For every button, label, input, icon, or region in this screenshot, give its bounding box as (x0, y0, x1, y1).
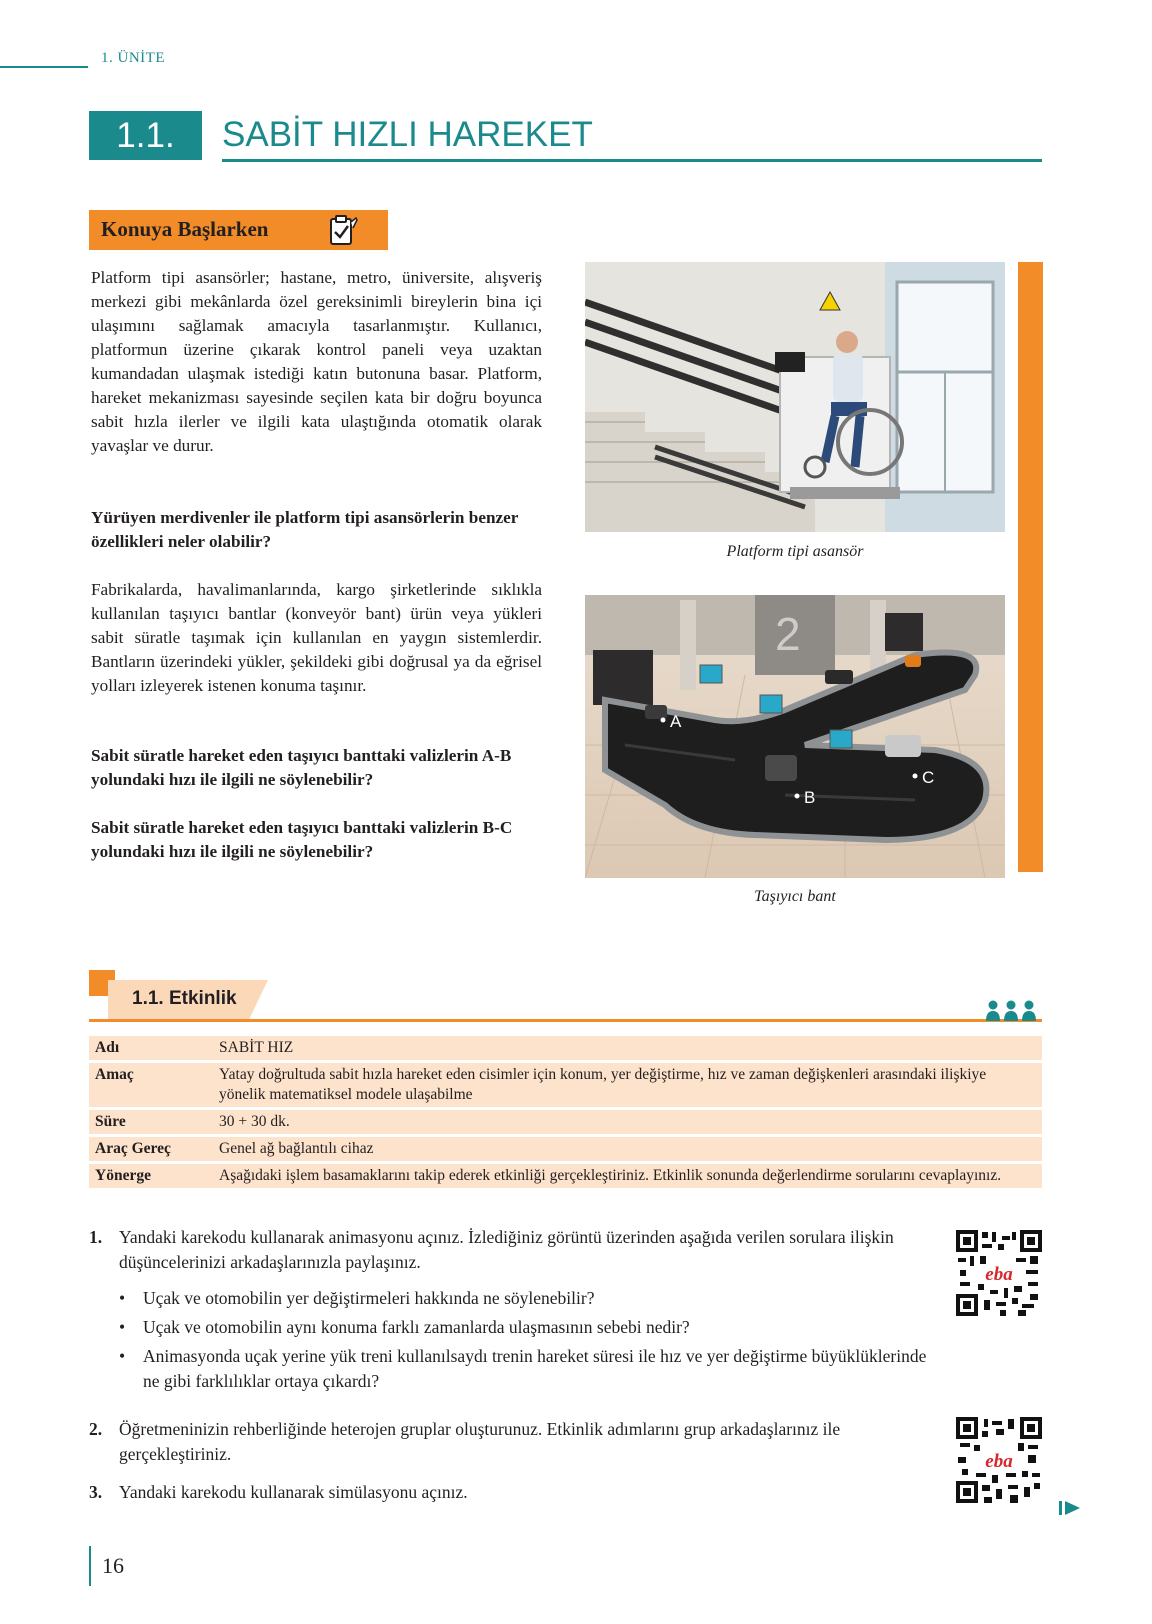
step-text: Öğretmeninizin rehberliğinde heterojen gruplar oluşturunuz. Etkinlik adımlarını grup arkadaşlarınız ile gerçekleştiriniz. (119, 1419, 841, 1464)
table-value: SABİT HIZ (213, 1036, 1042, 1060)
step-number: 3. (89, 1482, 103, 1502)
question-3: Sabit süratle hareket eden taşıyıcı banttaki valizlerin B-C yolundaki hızı ile ilgili ne söylenebilir? (91, 818, 513, 861)
start-heading-box (89, 210, 388, 250)
section-rule (222, 159, 1042, 162)
unit-label: 1. ÜNİTE (101, 50, 165, 66)
group-people-icon (985, 999, 1037, 1021)
step-3 (89, 1480, 949, 1505)
table-row (89, 1110, 1042, 1134)
table-value: Aşağıdaki işlem basamaklarını takip ederek etkinliği gerçekleştiriniz. Etkinlik sonunda değerlendirme sorularını cevaplayınız. (213, 1164, 1042, 1188)
side-accent-bar (1018, 262, 1043, 872)
table-key: Süre (89, 1110, 213, 1134)
question-2: Sabit süratle hareket eden taşıyıcı banttaki valizlerin A-B yolundaki hızı ile ilgili ne söylenebilir? (91, 746, 512, 789)
screen-digit: 2 (775, 608, 801, 660)
table-key: Araç Gereç (89, 1137, 213, 1161)
start-heading-label: Konuya Başlarken (101, 217, 269, 241)
unit-line (0, 66, 88, 68)
table-row (89, 1137, 1042, 1161)
platform-lift-photo (585, 262, 1005, 532)
table-key: Amaç (89, 1063, 213, 1107)
footer-bar (89, 1546, 91, 1586)
step-1 (89, 1225, 949, 1275)
step-text: Yandaki karekodu kullanarak animasyonu açınız. İzlediğiniz görüntü üzerinden aşağıda verilen sorulara ilişkin düşüncelerinizi arkadaşlarınızla paylaşınız. (119, 1227, 894, 1272)
step-number: 2. (89, 1419, 103, 1439)
table-row (89, 1164, 1042, 1188)
next-page-arrow-icon[interactable] (1059, 1500, 1081, 1516)
photo-1-caption: Platform tipi asansör (726, 543, 864, 560)
step-text: Yandaki karekodu kullanarak simülasyonu açınız. (119, 1482, 468, 1502)
point-c-label: C (922, 768, 935, 787)
bullet-dot: • (119, 1288, 126, 1308)
clipboard-check-icon (326, 214, 358, 246)
table-value: Yatay doğrultuda sabit hızla hareket eden cisimler için konum, yer değiştirme, hız ve zaman değişkenleri arasındaki ilişkiye yönelik matematiksel modele ulaşabilme (213, 1063, 1042, 1107)
point-a-label: A (670, 712, 682, 731)
question-1: Yürüyen merdivenler ile platform tipi asansörlerin benzer özellikleri neler olabilir? (91, 508, 519, 551)
bullet-text: Uçak ve otomobilin yer değiştirmeleri hakkında ne söylenebilir? (143, 1288, 595, 1308)
section-number: 1.1. (89, 111, 202, 160)
table-row (89, 1063, 1042, 1107)
activity-table (89, 1033, 1042, 1191)
qr-code-animation[interactable] (956, 1230, 1042, 1316)
activity-label: 1.1. Etkinlik (132, 988, 237, 1009)
qr-code-simulation[interactable] (956, 1417, 1042, 1503)
bullet-text: Animasyonda uçak yerine yük treni kullanılsaydı trenin hareket süresi ile hız ve yer değiştirme büyüklüklerinde ne gibi farklılıklar ortaya çıkardı? (143, 1346, 927, 1391)
bullet-item (119, 1344, 939, 1394)
page-number: 16 (102, 1553, 124, 1578)
bullet-text: Uçak ve otomobilin aynı konuma farklı zamanlarda ulaşmasının sebebi nedir? (143, 1317, 690, 1337)
bullet-item (119, 1315, 939, 1340)
photo-2-caption: Taşıyıcı bant (754, 888, 836, 905)
table-value: 30 + 30 dk. (213, 1110, 1042, 1134)
conveyor-belt-photo (585, 595, 1005, 878)
bullet-dot: • (119, 1346, 126, 1366)
step-2 (89, 1417, 949, 1467)
point-b-label: B (804, 788, 816, 807)
eba-logo: eba (985, 1451, 1013, 1472)
table-row (89, 1036, 1042, 1060)
activity-rule (89, 1019, 1042, 1022)
eba-logo: eba (985, 1264, 1013, 1285)
table-key: Adı (89, 1036, 213, 1060)
bullet-dot: • (119, 1317, 126, 1337)
table-value: Genel ağ bağlantılı cihaz (213, 1137, 1042, 1161)
section-title: SABİT HIZLI HAREKET (222, 115, 593, 154)
bullet-item (119, 1286, 939, 1311)
step-number: 1. (89, 1227, 103, 1247)
table-key: Yönerge (89, 1164, 213, 1188)
intro-paragraph-2: Fabrikalarda, havalimanlarında, kargo şirketlerinde sıklıkla kullanılan taşıyıcı bantlar (konveyör bant) ürün veya yükleri sabit süratle taşımak için kullanılan en yaygın sistemlerdir. Bantların üzerindeki yükler, şekildeki gibi doğrusal ya da eğrisel yolları izleyerek istenen konuma taşınır. (91, 580, 542, 695)
intro-paragraph-1: Platform tipi asansörler; hastane, metro, üniversite, alışveriş merkezi gibi mekânlarda özel gereksinimli bireylerin bina içi ulaşımını sağlamak amacıyla tasarlanmıştır. Kullanıcı, platformun üzerine çıkarak kontrol paneli veya uzaktan kumandadan ulaşmak istediği katın butonuna basar. Platform, hareket mekanizması sayesinde seçilen kata bir doğru boyunca sabit hızla ilerler ve ilgili kata ulaştığında otomatik olarak yavaşlar ve durur. (91, 268, 542, 455)
